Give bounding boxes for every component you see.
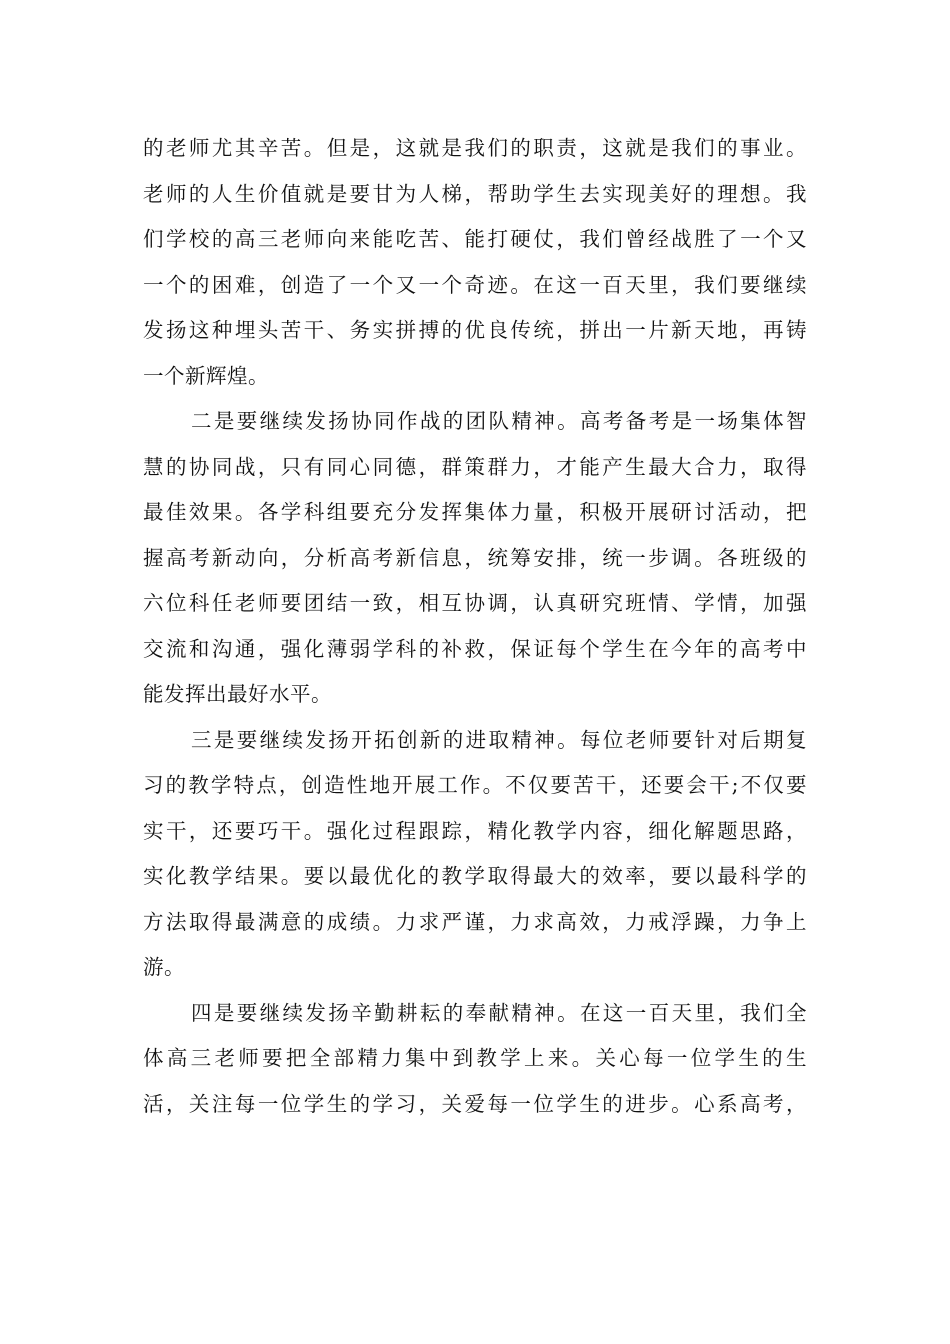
text-line: 慧的协同战，只有同心同德，群策群力，才能产生最大合力，取得 (143, 454, 807, 479)
text-line: 体高三老师要把全部精力集中到教学上来。关心每一位学生的生 (143, 1046, 807, 1070)
text-line: 发扬这种埋头苦干、务实拼搏的优良传统，拼出一片新天地，再铸 (143, 318, 807, 342)
text-line: 的老师尤其辛苦。但是，这就是我们的职责，这就是我们的事业。 (143, 136, 807, 160)
text-line: 实化教学结果。要以最优化的教学取得最大的效率，要以最科学的 (143, 864, 807, 888)
body-text (143, 126, 807, 1127)
text-line: 老师的人生价值就是要甘为人梯，帮助学生去实现美好的理想。我 (143, 181, 807, 206)
text-line: 能发挥出最好水平。 (143, 682, 332, 706)
text-line: 实干，还要巧干。强化过程跟踪，精化教学内容，细化解题思路， (143, 818, 807, 843)
paragraph-start-line: 四是要继续发扬辛勤耕耘的奉献精神。在这一百天里，我们全 (191, 1000, 807, 1025)
text-line: 方法取得最满意的成绩。力求严谨，力求高效，力戒浮躁，力争上 (143, 909, 807, 934)
text-line: 习的教学特点，创造性地开展工作。不仅要苦干，还要会干;不仅要 (143, 773, 807, 797)
text-line: 一个的困难，创造了一个又一个奇迹。在这一百天里，我们要继续 (143, 272, 807, 297)
text-line: 最佳效果。各学科组要充分发挥集体力量，积极开展研讨活动，把 (143, 500, 807, 524)
paragraph-start-line: 三是要继续发扬开拓创新的进取精神。每位老师要针对后期复 (191, 727, 807, 752)
text-line: 交流和沟通，强化薄弱学科的补救，保证每个学生在今年的高考中 (143, 636, 807, 661)
text-line: 们学校的高三老师向来能吃苦、能打硬仗，我们曾经战胜了一个又 (143, 227, 807, 251)
text-line: 游。 (143, 955, 185, 979)
text-line: 六位科任老师要团结一致，相互协调，认真研究班情、学情，加强 (143, 591, 807, 615)
paragraph-start-line: 二是要继续发扬协同作战的团队精神。高考备考是一场集体智 (191, 409, 807, 433)
text-line: 握高考新动向，分析高考新信息，统筹安排，统一步调。各班级的 (143, 545, 807, 570)
text-line: 活，关注每一位学生的学习，关爱每一位学生的进步。心系高考， (143, 1091, 807, 1116)
text-line: 一个新辉煌。 (143, 363, 269, 388)
